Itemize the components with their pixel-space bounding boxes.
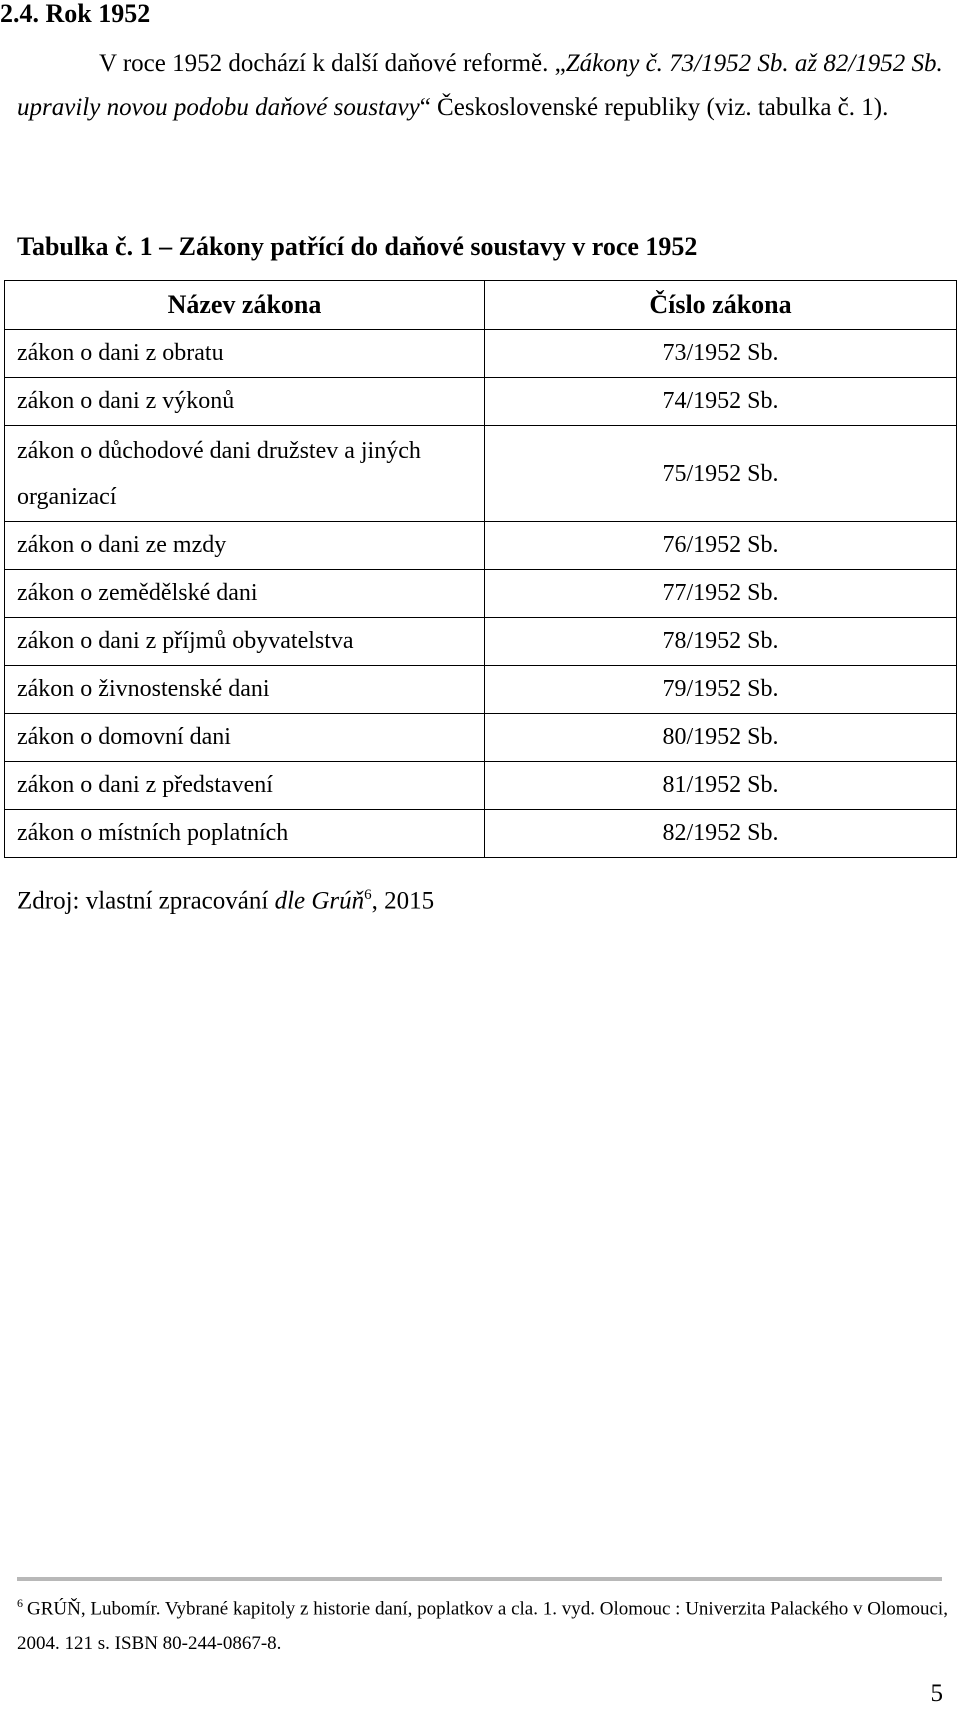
footnote-reference[interactable]: 6 <box>364 887 372 903</box>
page-number: 5 <box>930 1680 943 1707</box>
header-law-name: Název zákona <box>5 281 485 330</box>
law-name-cell: zákon o dani z příjmů obyvatelstva <box>5 618 485 666</box>
table-row <box>5 666 957 714</box>
table-row <box>5 714 957 762</box>
paragraph-text-1: V roce 1952 dochází k další daňové reformě. „ <box>99 50 566 77</box>
law-number-cell: 82/1952 Sb. <box>485 810 957 858</box>
law-number-cell: 81/1952 Sb. <box>485 762 957 810</box>
law-number-cell: 73/1952 Sb. <box>485 330 957 378</box>
table-row <box>5 570 957 618</box>
header-law-number: Číslo zákona <box>485 281 957 330</box>
source-suffix: , 2015 <box>371 887 435 915</box>
body-paragraph <box>17 42 952 130</box>
source-author: dle Grúň <box>274 887 365 915</box>
footnote <box>17 1586 952 1661</box>
law-number-cell: 74/1952 Sb. <box>485 378 957 426</box>
footnote-divider <box>17 1577 942 1581</box>
table-row <box>5 762 957 810</box>
table-caption: Tabulka č. 1 – Zákony patřící do daňové soustavy v roce 1952 <box>17 232 698 261</box>
table-header-row <box>5 281 957 330</box>
law-number-cell: 79/1952 Sb. <box>485 666 957 714</box>
footnote-mark: 6 <box>17 1596 23 1610</box>
law-number-cell: 80/1952 Sb. <box>485 714 957 762</box>
law-name-cell: zákon o domovní dani <box>5 714 485 762</box>
law-name-cell: zákon o místních poplatních <box>5 810 485 858</box>
laws-table <box>4 280 957 858</box>
table-row <box>5 810 957 858</box>
table-row <box>5 618 957 666</box>
law-number-cell: 75/1952 Sb. <box>485 426 957 522</box>
law-number-cell: 77/1952 Sb. <box>485 570 957 618</box>
law-name-cell: zákon o dani z představení <box>5 762 485 810</box>
law-number-cell: 76/1952 Sb. <box>485 522 957 570</box>
paragraph-quote: Zákony č. 73/1952 Sb. až 82/1952 Sb. upravily novou podobu daňové soustavy <box>17 50 943 121</box>
law-number-cell: 78/1952 Sb. <box>485 618 957 666</box>
law-name-cell: zákon o zemědělské dani <box>5 570 485 618</box>
law-name-cell: zákon o důchodové dani družstev a jiných organizací <box>5 426 485 522</box>
table-row <box>5 522 957 570</box>
law-name-cell: zákon o dani ze mzdy <box>5 522 485 570</box>
table-row <box>5 426 957 522</box>
source-prefix: Zdroj: vlastní zpracování <box>17 887 275 915</box>
table-source <box>17 880 434 916</box>
table-row <box>5 330 957 378</box>
paragraph-text-2: “ Československé republiky (viz. tabulka č. 1). <box>419 94 889 121</box>
table-row <box>5 378 957 426</box>
law-name-cell: zákon o dani z obratu <box>5 330 485 378</box>
law-name-cell: zákon o dani z výkonů <box>5 378 485 426</box>
section-heading: 2.4. Rok 1952 <box>0 0 151 28</box>
law-name-cell: zákon o živnostenské dani <box>5 666 485 714</box>
footnote-text: GRÚŇ, Lubomír. Vybrané kapitoly z historie daní, poplatkov a cla. 1. vyd. Olomouc : Univerzita Palackého v Olomouci, 2004. 121 s. ISBN 80-244-0867-8. <box>17 1598 948 1655</box>
